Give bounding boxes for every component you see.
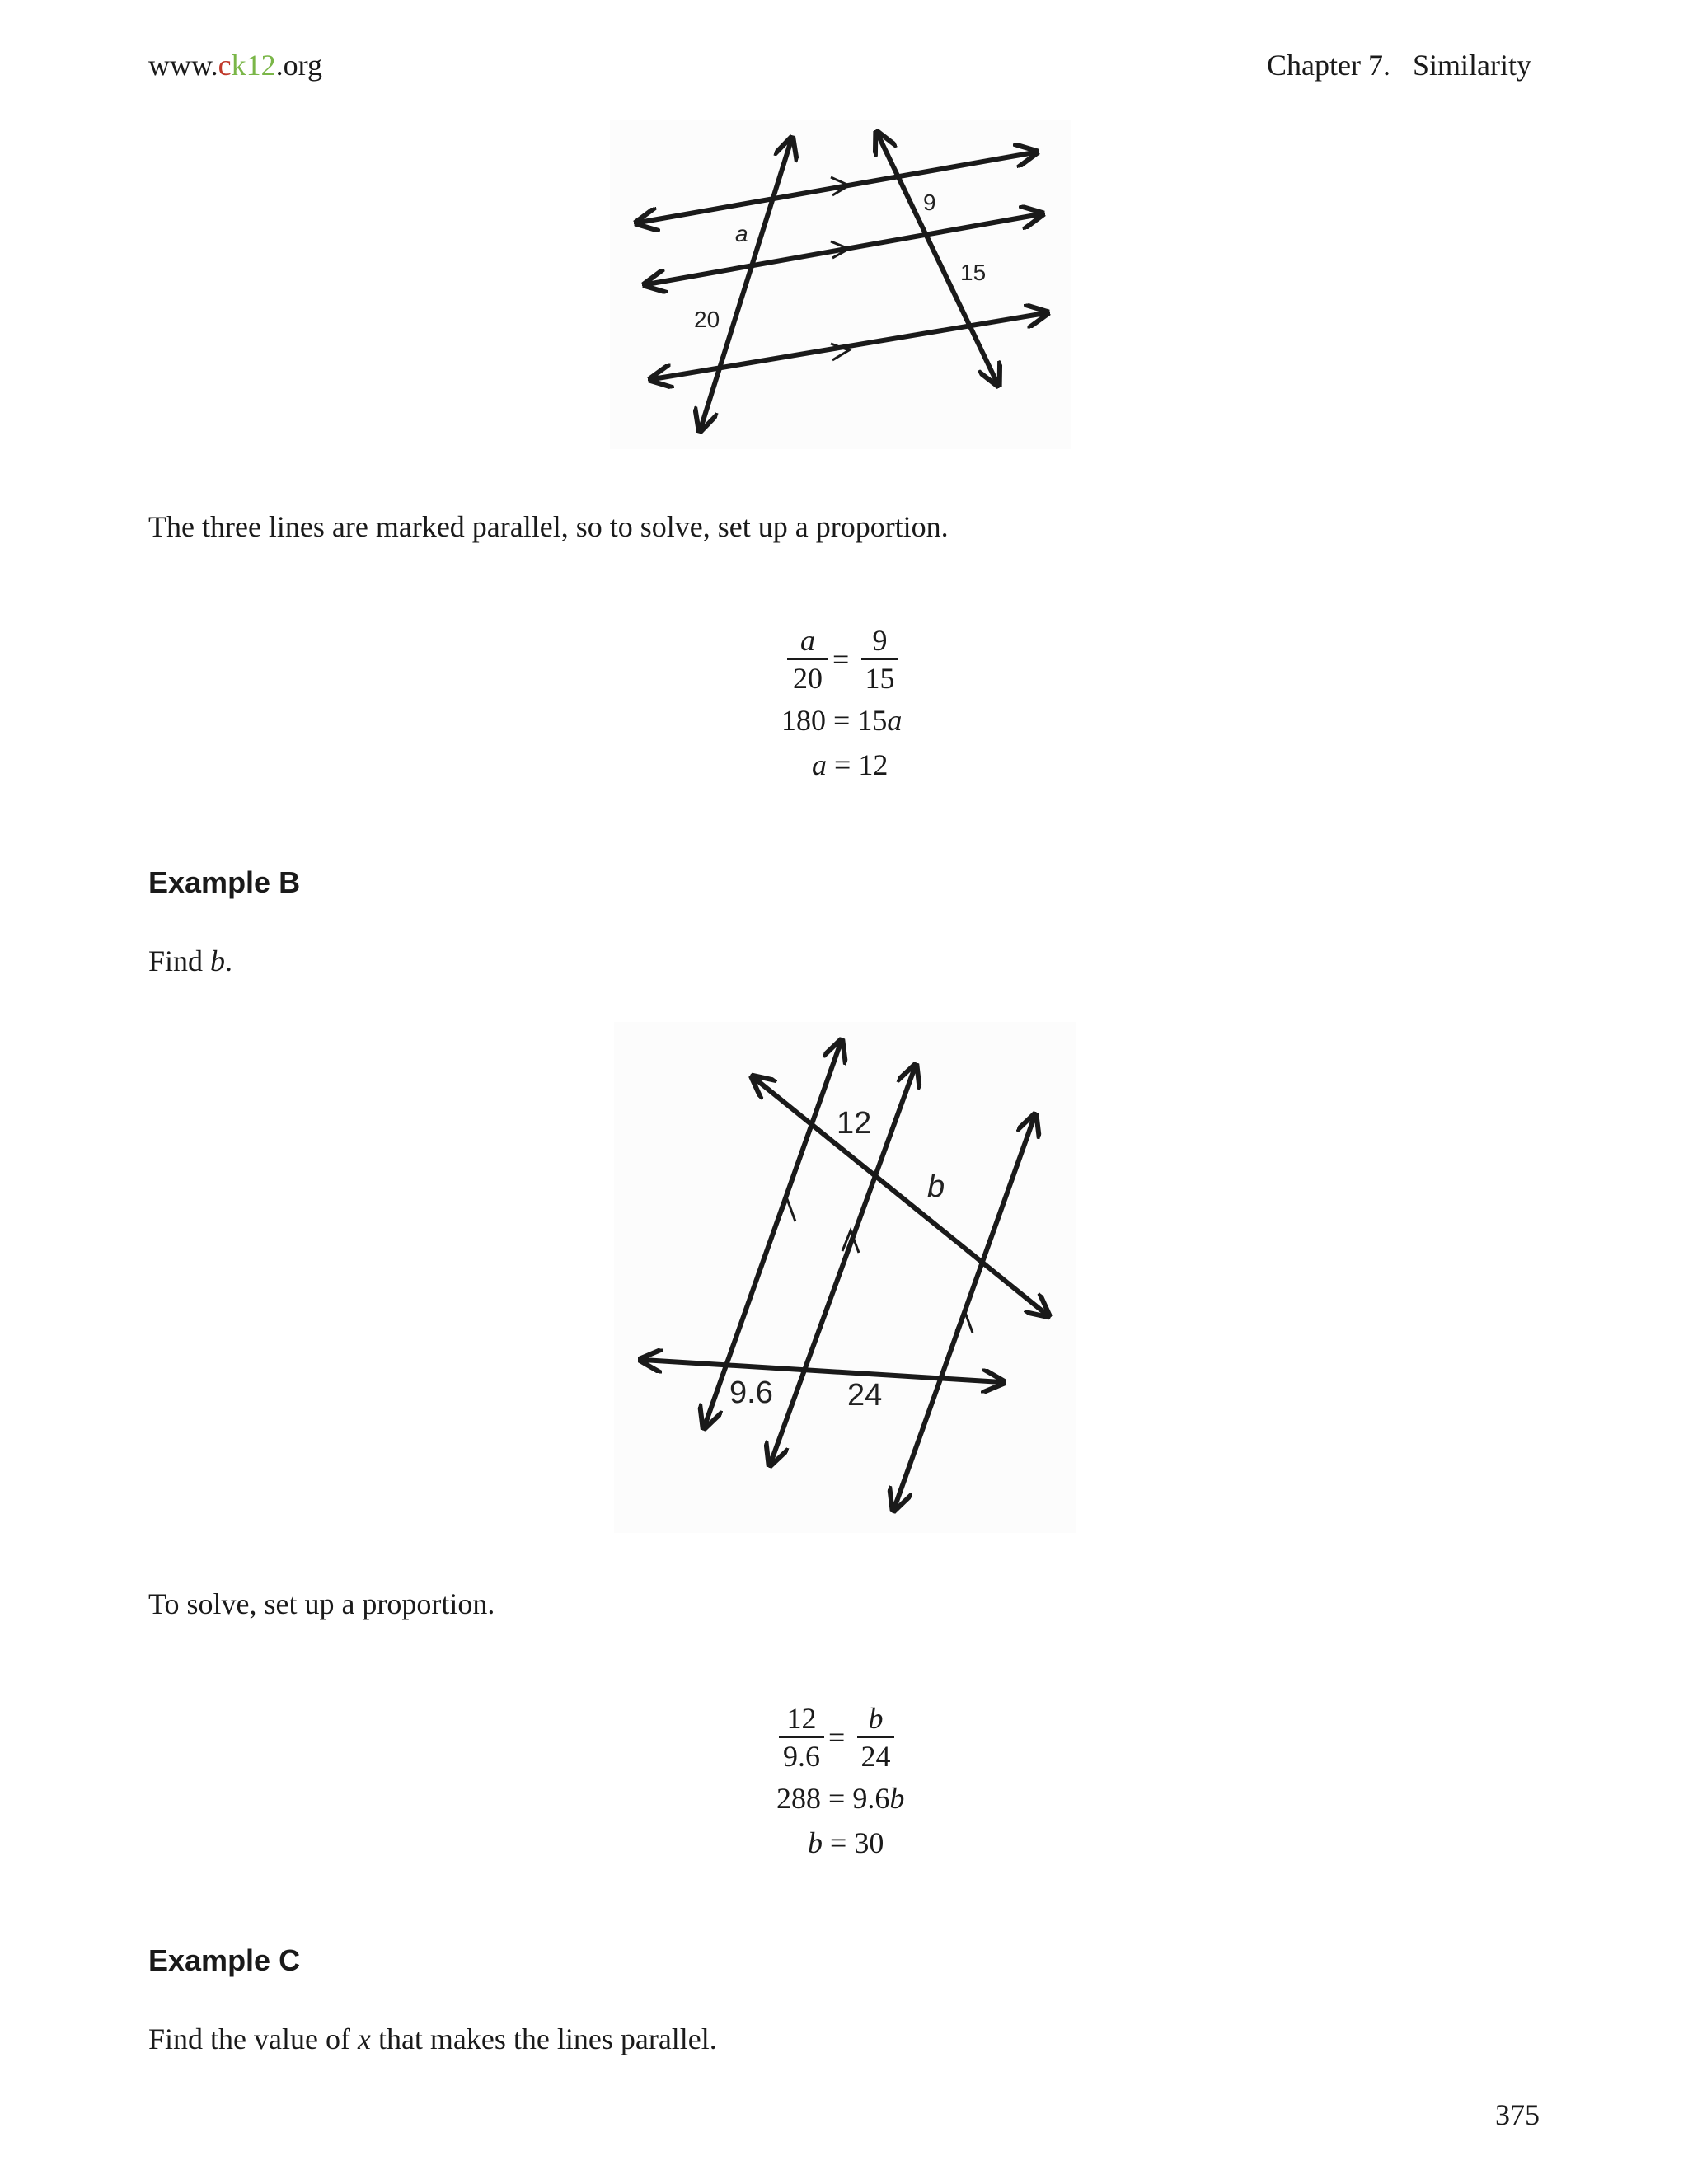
- equation-block-1: [767, 622, 931, 787]
- parallel-marks: [831, 177, 849, 360]
- fraction-left: 12 9.6: [779, 1700, 824, 1774]
- label-b: b: [927, 1169, 945, 1204]
- equation-line-2: 180 = 15a: [781, 704, 903, 737]
- fraction-right: 9 15: [861, 622, 898, 696]
- equals-sign: =: [832, 643, 850, 676]
- figure-parallel-lines-a: [610, 120, 1071, 449]
- label-15: 15: [960, 260, 987, 285]
- example-b-prompt: Find b.: [148, 944, 233, 977]
- example-c-prompt: Find the value of x that makes the lines parallel.: [148, 2022, 717, 2055]
- label-12: 12: [837, 1106, 872, 1141]
- fraction-left: a 20: [787, 622, 828, 696]
- equation-line-3: a = 12: [812, 748, 889, 781]
- figure-parallel-lines-b: [614, 1022, 1076, 1533]
- label-24: 24: [847, 1378, 883, 1413]
- equation-line-3: b = 30: [808, 1826, 884, 1859]
- chapter-title: Chapter 7. Similarity: [1267, 49, 1531, 82]
- diagram-svg-2: [614, 1022, 1076, 1533]
- label-9: 9: [923, 190, 936, 215]
- page-number: 375: [1495, 2098, 1540, 2131]
- transversal-left: [701, 140, 791, 429]
- label-20: 20: [694, 307, 720, 332]
- example-c-heading: Example C: [148, 1943, 301, 1977]
- equation-block-2: [767, 1700, 931, 1865]
- fraction-right: b 24: [857, 1700, 894, 1774]
- equation-line-2: 288 = 9.6b: [776, 1782, 905, 1815]
- explanation-text-2: To solve, set up a proportion.: [148, 1587, 495, 1620]
- diagram-svg-1: [610, 120, 1071, 449]
- label-a: a: [735, 221, 748, 246]
- example-b-heading: Example B: [148, 865, 301, 899]
- parallel-line-top: [639, 152, 1034, 223]
- explanation-text-1: The three lines are marked parallel, so to solve, set up a proportion.: [148, 510, 949, 543]
- equals-sign: =: [828, 1721, 846, 1754]
- label-9-6: 9.6: [729, 1376, 773, 1410]
- parallel-marks-b: [779, 1199, 973, 1333]
- site-url: www.ck12.org: [148, 49, 322, 82]
